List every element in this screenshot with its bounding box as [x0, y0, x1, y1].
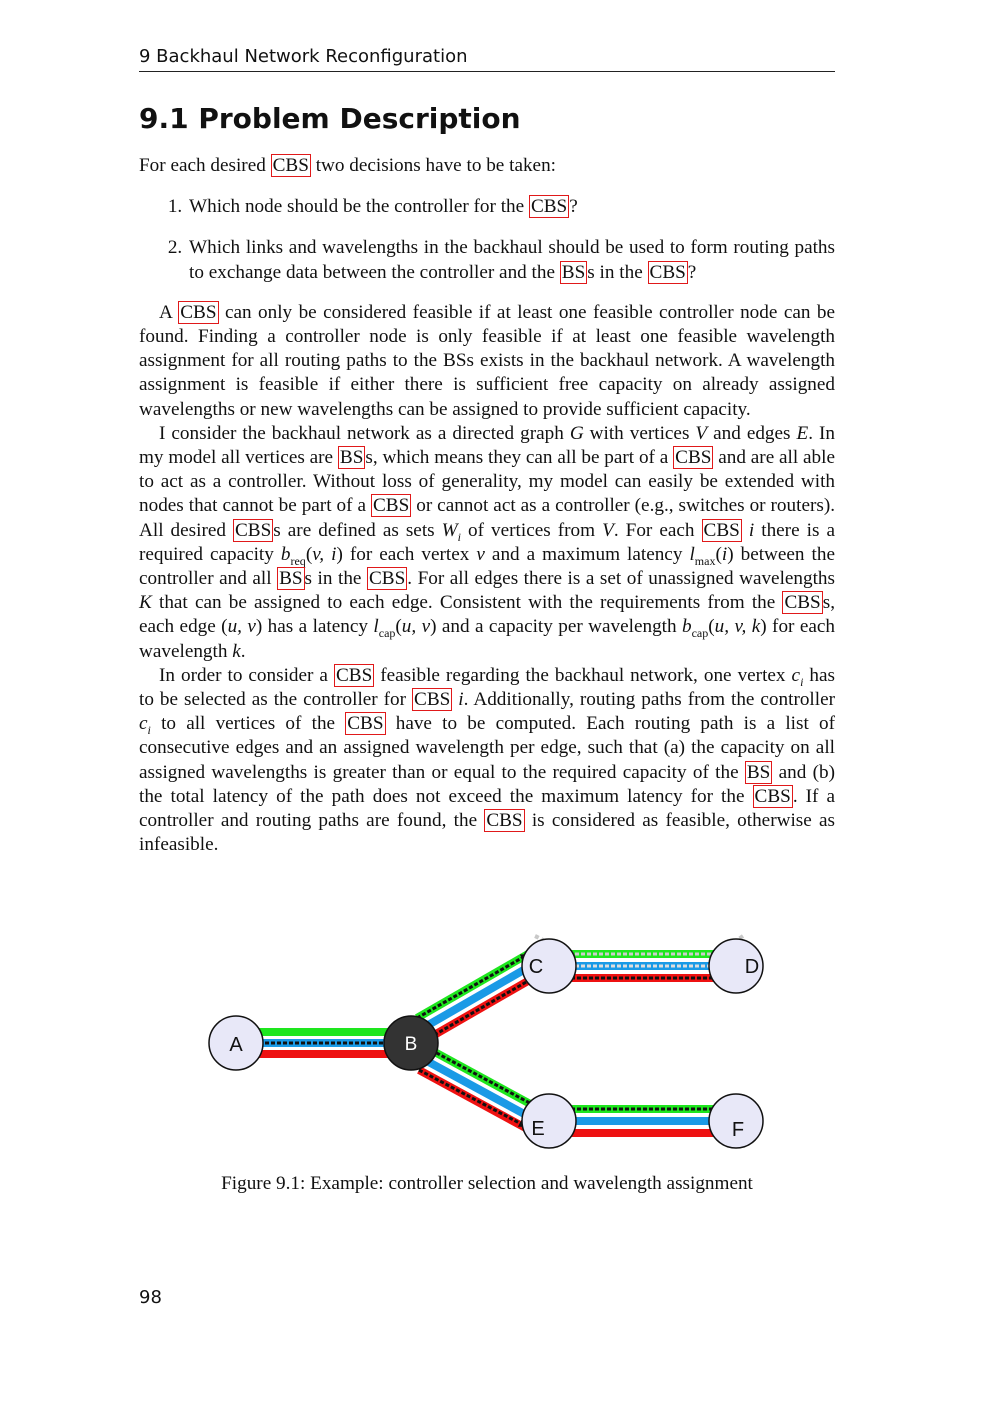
- acronym-link[interactable]: BS: [746, 761, 771, 783]
- decision-list: [139, 195, 835, 285]
- acronym-link[interactable]: CBS: [272, 155, 309, 176]
- network-figure: [205, 928, 775, 1158]
- acronym-link[interactable]: CBS: [754, 785, 791, 807]
- acronym-link[interactable]: BS: [339, 447, 364, 469]
- running-header: 9 Backhaul Network Reconfiguration: [139, 44, 835, 72]
- node-label: F: [731, 1119, 745, 1141]
- paragraph-feasibility: A CBS can only be considered feasible if at least one feasible controller node can be found. Finding a controller node is only feasible if at least one feasible wavelength assignment for all routing paths to the BSs exists in the backhaul network. A wavelength assignment is feasible if either there is sufficient free capacity on already assigned wavelengths or new wavelengths can be assigned to provide sufficient capacity.: [139, 301, 835, 420]
- acronym-link[interactable]: CBS: [703, 519, 740, 541]
- acronym-link[interactable]: CBS: [235, 519, 272, 541]
- node-label: C: [528, 956, 544, 978]
- node-label: E: [531, 1118, 545, 1140]
- acronym-link[interactable]: CBS: [180, 301, 217, 323]
- acronym-link[interactable]: CBS: [675, 447, 712, 469]
- acronym-link[interactable]: CBS: [347, 713, 384, 735]
- page-number: 98: [139, 1287, 162, 1308]
- acronym-link[interactable]: CBS: [530, 196, 568, 218]
- figure-caption: Figure 9.1: Example: controller selection and wavelength assignment: [221, 1173, 753, 1194]
- node-d: [709, 939, 763, 993]
- acronym-link[interactable]: BS: [279, 568, 303, 590]
- node-b-controller: [384, 1016, 438, 1070]
- node-c: [522, 939, 576, 993]
- acronym-link[interactable]: CBS: [335, 664, 373, 686]
- node-label: A: [229, 1034, 243, 1056]
- list-item: 2. Which links and wavelengths in the backhaul should be used to form routing paths to exchange data between the controller and the BS s in the CBS ?: [187, 236, 835, 284]
- list-item: 1. Which node should be the controller for the CBS ?: [187, 195, 835, 219]
- acronym-link[interactable]: BS: [561, 261, 586, 283]
- node-a: [209, 1016, 263, 1070]
- acronym-link[interactable]: CBS: [414, 689, 451, 711]
- wavelength-blue: [425, 1060, 539, 1122]
- acronym-link[interactable]: CBS: [368, 568, 406, 590]
- body-text: [139, 154, 835, 857]
- acronym-link[interactable]: CBS: [649, 261, 686, 283]
- node-label: B: [404, 1034, 418, 1055]
- route-arrow: [429, 977, 535, 1038]
- paragraph-controller: In order to consider a CBS feasible regarding the backhaul network, one vertex $c_i$ has to be selected as the controller for CBS i. Additionally, routing paths from the controller $c_i$ to all vertices of the CBS have to be computed. Each routing path is a list of consecutive edges and an assigned wavelength per edge, such that (a) the capacity on all assigned wavelengths is greater than or equal to the required capacity of the BS and (b) the total latency of the path does not exceed the maximum latency for the CBS . If a controller and routing paths are found, the CBS is considered as feasible, otherwise as infeasible.: [139, 664, 836, 856]
- node-f: [709, 1094, 763, 1148]
- acronym-link[interactable]: CBS: [486, 810, 523, 832]
- acronym-link[interactable]: CBS: [372, 495, 410, 517]
- route-arrow: [431, 1050, 539, 1108]
- intro-paragraph: For each desired CBS two decisions have to be taken:: [139, 155, 556, 176]
- node-e: [522, 1094, 576, 1148]
- acronym-link[interactable]: CBS: [784, 592, 821, 614]
- node-label: D: [744, 956, 760, 978]
- paragraph-model: I consider the backhaul network as a directed graph G with vertices V and edges E. In my model all vertices are BS s, which means they can all be part of a CBS and are all able to act as a controller. Without loss of generality, my model can easily be extended with nodes that cannot be part of a CBS or cannot act as a controller (e.g., switches or routers). All desired CBS s are defined as sets $W_i$ of vertices from V. For each CBS i there is a required capacity $b_{req}(v$, i) for each vertex v and a maximum latency $l_{max}(i)$ between the controller and all BS s in the CBS . For all edges there is a set of unassigned wavelengths K that can be assigned to each edge. Consistent with the requirements from the CBS s, each edge (u, v) has a latency $l_{cap}(u$, v) and a capacity per wavelength $b_{cap}(u$, v, k) for each wavelength k.: [139, 422, 836, 662]
- section-title: 9.1 Problem Description: [139, 102, 521, 135]
